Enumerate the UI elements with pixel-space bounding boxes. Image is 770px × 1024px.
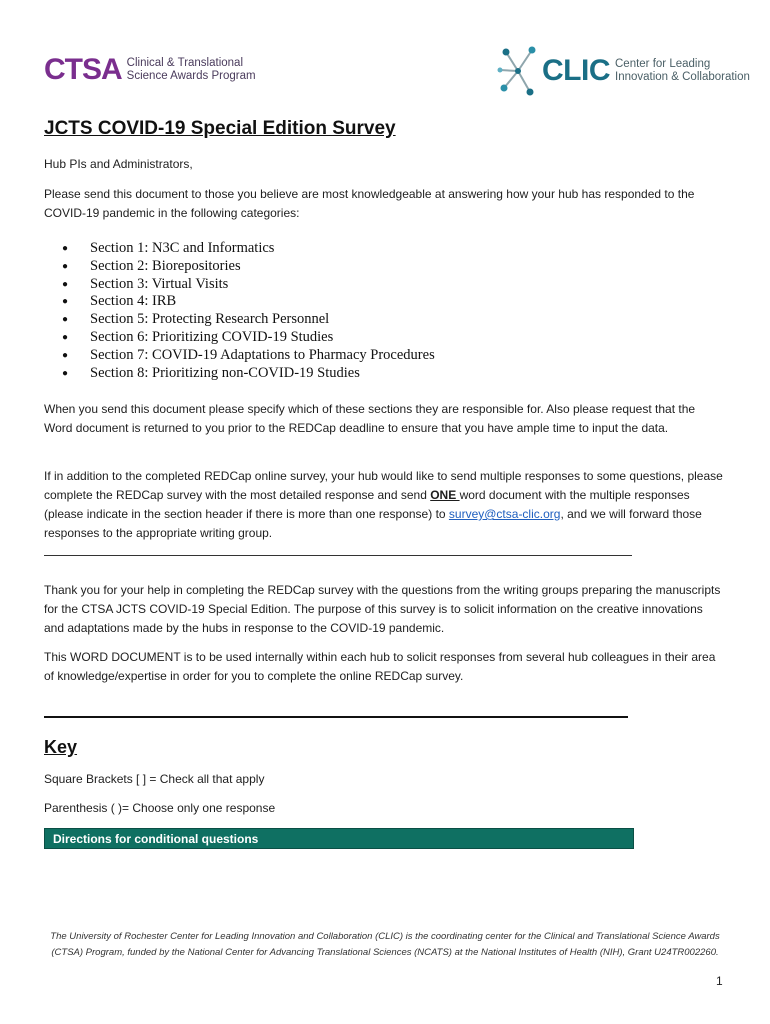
intro-paragraph: Please send this document to those you believe are most knowledgeable at answering how your hub has responded to the COVID-19 pandemic in the following categories: xyxy=(44,187,695,220)
key-square-brackets: Square Brackets [ ] = Check all that apply xyxy=(44,772,265,786)
ctsa-logo xyxy=(44,55,256,85)
network-nodes-icon xyxy=(496,44,540,98)
list-item: ● Section 3: Virtual Visits xyxy=(62,275,229,292)
bullet-icon: ● xyxy=(62,260,69,272)
page-number: 1 xyxy=(716,974,723,988)
list-item: ● Section 2: Biorepositories xyxy=(62,257,241,274)
bullet-icon: ● xyxy=(62,367,69,379)
bullet-icon: ● xyxy=(62,243,69,254)
clic-logo-mark: CLIC xyxy=(542,54,610,87)
section-list xyxy=(62,240,435,382)
list-item: ● Section 6: Prioritizing COVID-19 Studies xyxy=(62,328,334,345)
bullet-icon: ● xyxy=(62,296,69,308)
document-title: JCTS COVID-19 Special Edition Survey xyxy=(44,118,396,139)
list-item: ● Section 7: COVID-19 Adaptations to Pharmacy Procedures xyxy=(62,346,435,363)
directions-banner xyxy=(44,828,634,849)
key-heading: Key xyxy=(44,737,78,757)
one-emphasis: ONE xyxy=(430,488,460,502)
specify-paragraph: When you send this document please specify which of these sections they are responsible for. Also please request that the Word document is returned to you prior to the REDCap deadline to ensure that you have ample time to input the data. xyxy=(44,402,696,435)
ctsa-logo-text xyxy=(127,57,256,83)
key-parenthesis: Parenthesis ( )= Choose only one response xyxy=(44,801,276,815)
footer-funding-note: The University of Rochester Center for Leading Innovation and Collaboration (CLIC) is the coordinating center for the Clinical and Translational Science Awards (CTSA) Program, funded by the National Center for Advancing Translational Sciences (NCATS) at the National Institutes of Health (NIH), Grant U24TR002260. xyxy=(50,931,720,958)
clic-logo-text xyxy=(615,58,750,84)
ctsa-logo-line2: Science Awards Program xyxy=(126,70,256,82)
bullet-icon: ● xyxy=(62,278,69,290)
bullet-icon: ● xyxy=(62,331,69,343)
clic-logo-line2: Innovation & Collaboration xyxy=(615,71,750,83)
ctsa-logo-line1: Clinical & Translational xyxy=(126,57,244,69)
bullet-icon: ● xyxy=(62,349,69,361)
directions-label: Directions for conditional questions xyxy=(53,832,259,846)
list-item: ● Section 5: Protecting Research Personnel xyxy=(62,311,330,328)
ctsa-logo-mark: CTSA xyxy=(44,53,122,86)
internal-use-paragraph: This WORD DOCUMENT is to be used internally within each hub to solicit responses from several hub colleagues in their area of knowledge/expertise in order for you to complete the online REDCap survey. xyxy=(44,650,716,683)
divider xyxy=(44,555,632,556)
greeting: Hub PIs and Administrators, xyxy=(44,157,193,171)
clic-logo-line1: Center for Leading xyxy=(615,58,711,70)
multiple-responses-paragraph: If in addition to the completed REDCap online survey, your hub would like to send multiple responses to some questions, please complete the REDCap survey with the most detailed response and send ONE word document with the multiple responses (please indicate in the section header if there is more than one response) to survey@ctsa-clic.org, and we will forward those responses to the appropriate writing group. xyxy=(44,469,723,540)
list-item: ● Section 1: N3C and Informatics xyxy=(62,240,275,256)
bullet-icon: ● xyxy=(62,314,69,326)
clic-logo xyxy=(496,44,750,98)
survey-email-link[interactable]: survey@ctsa-clic.org xyxy=(448,507,561,521)
list-item: ● Section 8: Prioritizing non-COVID-19 Studies xyxy=(62,364,360,381)
thanks-paragraph: Thank you for your help in completing the REDCap survey with the questions from the writing groups preparing the manuscripts for the CTSA JCTS COVID-19 Special Edition. The purpose of this survey is to solicit information on the creative innovations and adaptations made by the hubs in response to the COVID-19 pandemic. xyxy=(44,583,721,635)
list-item: ● Section 4: IRB xyxy=(62,293,177,310)
divider-thick xyxy=(44,716,628,718)
